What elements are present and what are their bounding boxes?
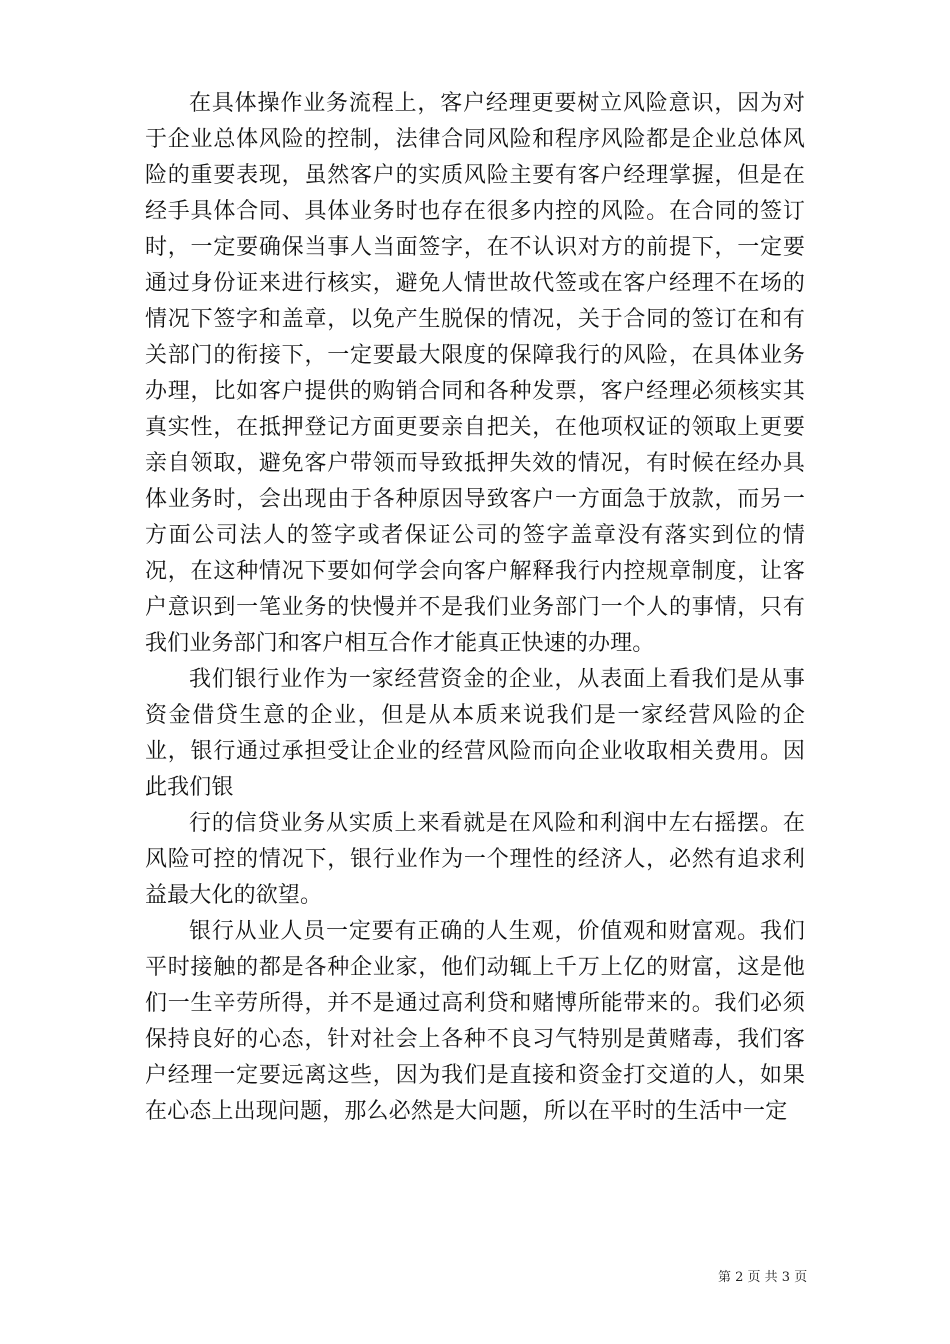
paragraph-bank-as-risk-business: 我们银行业作为一家经营资金的企业，从表面上看我们是从事资金借贷生意的企业，但是从本质来说我们是一家经营风险的企业，银行通过承担受让企业的经营风险而向企业收取相关费用。因此我们银 xyxy=(145,667,805,800)
document-body xyxy=(145,86,805,1130)
paragraph-risk-awareness: 在具体操作业务流程上，客户经理更要树立风险意识，因为对于企业总体风险的控制，法律合同风险和程序风险都是企业总体风险的重要表现，虽然客户的实质风险主要有客户经理掌握，但是在经手具体合同、具体业务时也存在很多内控的风险。在合同的签订时，一定要确保当事人当面签字，在不认识对方的前提下，一定要通过身份证来进行核实，避免人情世故代签或在客户经理不在场的情况下签字和盖章，以免产生脱保的情况，关于合同的签订在和有关部门的衔接下，一定要最大限度的保障我行的风险，在具体业务办理，比如客户提供的购销合同和各种发票，客户经理必须核实其真实性，在抵押登记方面更要亲自把关，在他项权证的领取上更要亲自领取，避免客户带领而导致抵押失效的情况，有时候在经办具体业务时，会出现由于各种原因导致客户一方面急于放款，而另一方面公司法人的签字或者保证公司的签字盖章没有落实到位的情况，在这种情况下要如何学会向客户解释我行内控规章制度，让客户意识到一笔业务的快慢并不是我们业务部门一个人的事情，只有我们业务部门和客户相互合作才能真正快速的办理。 xyxy=(145,91,805,656)
page-number: 第 2 页 共 3 页 xyxy=(718,1270,808,1285)
paragraph-credit-risk-profit: 行的信贷业务从实质上来看就是在风险和利润中左右摇摆。在风险可控的情况下，银行业作为一个理性的经济人，必然有追求利益最大化的欲望。 xyxy=(145,811,805,908)
paragraph-staff-values: 银行从业人员一定要有正确的人生观，价值观和财富观。我们平时接触的都是各种企业家，他们动辄上千万上亿的财富，这是他们一生辛劳所得，并不是通过高利贷和赌博所能带来的。我们必须保持良好的心态，针对社会上各种不良习气特别是黄赌毒，我们客户经理一定要远离这些，因为我们是直接和资金打交道的人，如果在心态上出现问题，那么必然是大问题，所以在平时的生活中一定 xyxy=(145,919,805,1124)
